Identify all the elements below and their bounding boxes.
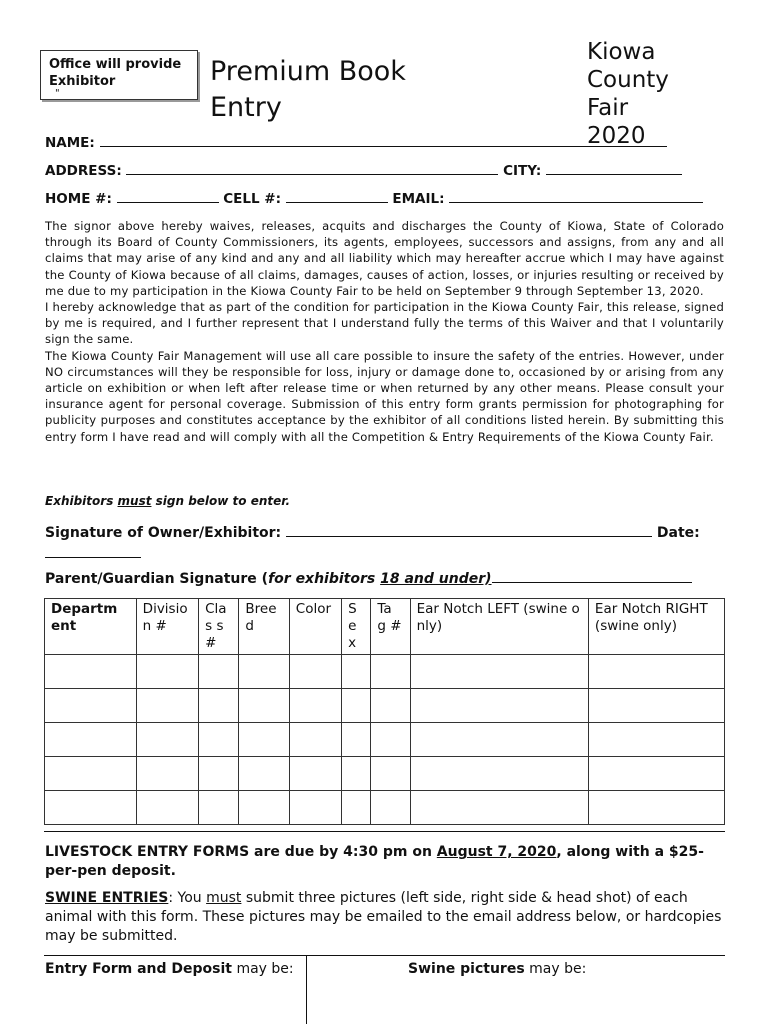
table-row (45, 655, 725, 689)
table-cell[interactable] (289, 791, 341, 825)
city-field[interactable] (546, 162, 682, 175)
waiver-paragraph-1: The signor above hereby waives, releases, acquits and discharges the County of Kiowa, State of Colorado through its Board of County Commissioners, its agents, employees, successors and assigns, from any and all claims that may arise of any kind and any and all liability which may hereafter accrue which I may have against the County of Kiowa because of all claims, damages, causes of action, losses, or injuries resulting or received by me due to my participation in the Kiowa County Fair to be held on September 9 through September 13, 2020. (45, 219, 724, 298)
entry-form-delivery (45, 961, 294, 977)
guardian-italic: for exhibitors (268, 571, 381, 587)
sign-note (45, 494, 290, 508)
table-cell[interactable] (289, 655, 341, 689)
table-cell[interactable] (239, 689, 289, 723)
office-note-mark: " (55, 88, 60, 99)
table-cell[interactable] (588, 689, 724, 723)
table-cell[interactable] (588, 791, 724, 825)
table-cell[interactable] (136, 723, 198, 757)
divider (44, 955, 725, 956)
table-row (45, 757, 725, 791)
sign-note-before: Exhibitors (45, 494, 118, 508)
owner-signature-field[interactable] (286, 524, 652, 537)
cell-phone-label: CELL #: (223, 191, 281, 207)
name-row (45, 134, 667, 151)
swine-label: SWINE ENTRIES (45, 890, 169, 906)
table-cell[interactable] (45, 757, 137, 791)
table-cell[interactable] (342, 655, 371, 689)
deadline-notice (45, 843, 725, 881)
title-line1: Premium Book (210, 56, 406, 87)
column-header-department: Departm ent (45, 599, 137, 655)
table-cell[interactable] (588, 757, 724, 791)
sign-note-must: must (117, 494, 152, 508)
waiver-paragraph-2: I hereby acknowledge that as part of the condition for participation in the Kiowa County Fair, this release, signed by me is required, and I further represent that I understand fully the terms of this Waiver and that I voluntarily sign the same. (45, 300, 724, 347)
deadline-date: August 7, 2020 (436, 844, 557, 860)
table-row (45, 689, 725, 723)
phone-email-row (45, 190, 703, 207)
swine-pictures-rest: may be: (524, 961, 587, 977)
owner-signature-row (45, 524, 725, 562)
table-cell[interactable] (289, 723, 341, 757)
table-cell[interactable] (588, 723, 724, 757)
table-cell[interactable] (239, 791, 289, 825)
swine-notice (45, 889, 725, 946)
column-header-class: Clas s # (199, 599, 239, 655)
table-cell[interactable] (371, 757, 410, 791)
column-header-breed: Bree d (239, 599, 289, 655)
table-cell[interactable] (45, 655, 137, 689)
page-title (210, 54, 406, 126)
city-label: CITY: (503, 163, 542, 179)
address-row (45, 162, 682, 179)
county-line4: 2020 (587, 123, 646, 149)
county-line2: County (587, 67, 669, 93)
table-cell[interactable] (136, 757, 198, 791)
deadline-text2: , along with a $25-per-pen deposit. (45, 844, 704, 879)
date-field[interactable] (45, 545, 141, 558)
owner-signature-label: Signature of Owner/Exhibitor: (45, 525, 282, 541)
table-cell[interactable] (136, 655, 198, 689)
entry-form-rest: may be: (232, 961, 294, 977)
name-label: NAME: (45, 135, 95, 151)
swine-text1: : You (168, 890, 207, 906)
table-cell[interactable] (410, 723, 588, 757)
title-line2: Entry (210, 92, 282, 123)
guardian-signature-label: Parent/Guardian Signature ( (45, 571, 269, 587)
column-header-sex: Se x (342, 599, 371, 655)
table-cell[interactable] (588, 655, 724, 689)
address-label: ADDRESS: (45, 163, 122, 179)
table-cell[interactable] (136, 791, 198, 825)
table-cell[interactable] (342, 757, 371, 791)
table-cell[interactable] (199, 689, 239, 723)
column-header-division: Divisio n # (136, 599, 198, 655)
column-header-tag: Ta g # (371, 599, 410, 655)
waiver-paragraph-3: The Kiowa County Fair Management will use all care possible to insure the safety of the entries. However, under NO circumstances will they be responsible for loss, injury or damage done to, occasioned by or arising from any article on exhibition or when left after release time or when returned by any other means. Please consult your insurance agent for personal coverage. Submission of this entry form grants permission for photographing for publicity purposes and constitutes acceptance by the exhibitor of all conditions listed herein. By submitting this entry form I have read and will comply with all the Competition & Entry Requirements of the Kiowa County Fair. (45, 348, 724, 444)
swine-must: must (206, 890, 242, 906)
swine-pictures-label: Swine pictures (408, 961, 525, 977)
table-cell[interactable] (199, 757, 239, 791)
table-cell[interactable] (342, 689, 371, 723)
column-header-ear-notch-left: Ear Notch LEFT (swine only) (410, 599, 588, 655)
table-cell[interactable] (199, 791, 239, 825)
guardian-age: 18 and under) (380, 571, 492, 587)
divider (44, 831, 725, 832)
table-cell[interactable] (199, 655, 239, 689)
county-line1: Kiowa (587, 39, 656, 65)
office-note-line2: Exhibitor (49, 74, 116, 89)
table-cell[interactable] (45, 689, 137, 723)
table-cell[interactable] (410, 791, 588, 825)
table-cell[interactable] (410, 689, 588, 723)
entry-table (44, 598, 725, 825)
address-field[interactable] (126, 162, 498, 175)
guardian-signature-row (45, 570, 692, 587)
swine-text2: submit three pictures (left side, right side & head shot) of each animal with this form. These pictures may be emailed to the email address below, or hardcopies may be submitted. (45, 890, 722, 944)
table-cell[interactable] (371, 689, 410, 723)
name-field[interactable] (100, 134, 667, 147)
swine-pictures-delivery (408, 961, 586, 977)
county-line3: Fair (587, 95, 629, 121)
office-note-box (40, 50, 198, 100)
table-cell[interactable] (136, 689, 198, 723)
table-header-row (45, 599, 725, 655)
table-cell[interactable] (371, 791, 410, 825)
table-cell[interactable] (45, 723, 137, 757)
deadline-text1: LIVESTOCK ENTRY FORMS are due by 4:30 pm on (45, 844, 437, 860)
table-cell[interactable] (45, 791, 137, 825)
email-label: EMAIL: (392, 191, 445, 207)
date-label: Date: (656, 525, 700, 541)
table-cell[interactable] (342, 723, 371, 757)
table-cell[interactable] (342, 791, 371, 825)
home-phone-label: HOME #: (45, 191, 112, 207)
table-cell[interactable] (239, 655, 289, 689)
fair-name (587, 38, 669, 149)
column-header-ear-notch-right: Ear Notch RIGHT (swine only) (588, 599, 724, 655)
guardian-signature-field[interactable] (492, 570, 692, 583)
table-cell[interactable] (289, 689, 341, 723)
table-cell[interactable] (239, 757, 289, 791)
sign-note-after: sign below to enter. (151, 494, 291, 508)
office-note-line1: Office will provide (49, 57, 182, 72)
table-row (45, 723, 725, 757)
table-cell[interactable] (199, 723, 239, 757)
column-divider (306, 956, 307, 1024)
table-cell[interactable] (371, 655, 410, 689)
home-phone-field[interactable] (117, 190, 219, 203)
table-cell[interactable] (289, 757, 341, 791)
table-cell[interactable] (371, 723, 410, 757)
email-field[interactable] (449, 190, 703, 203)
column-header-color: Color (289, 599, 341, 655)
table-row (45, 791, 725, 825)
table-cell[interactable] (410, 757, 588, 791)
waiver-text (45, 218, 724, 445)
table-cell[interactable] (239, 723, 289, 757)
table-cell[interactable] (410, 655, 588, 689)
cell-phone-field[interactable] (286, 190, 388, 203)
entry-form-label: Entry Form and Deposit (45, 961, 232, 977)
